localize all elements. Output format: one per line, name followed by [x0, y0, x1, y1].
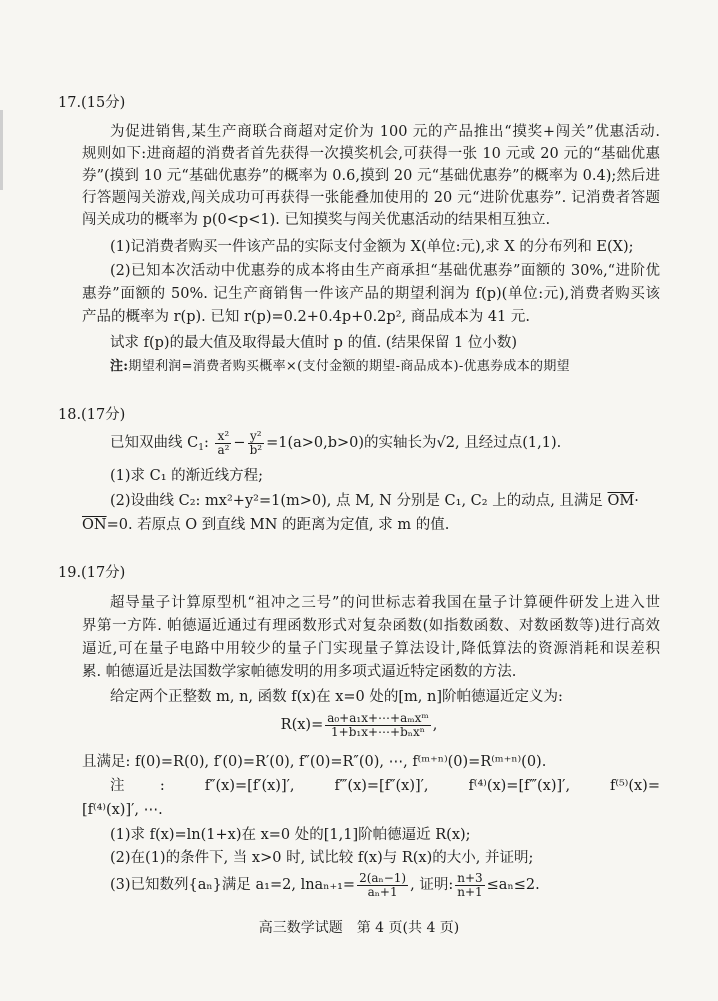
scan-edge-mark: [0, 110, 3, 190]
q19-part3-b: , 证明:: [410, 877, 454, 893]
q18-vector-on: $\overline{ON}$: [82, 517, 107, 533]
q17-line-2: 规则如下:进商超的消费者首先获得一次摸奖机会,可获得一张 10 元或 20 元的“基础优惠: [82, 146, 660, 162]
q17-line-4: 行答题闯关游戏,闯关成功可再获得一张能叠加使用的 20 元“进阶优惠券”. 记消费者答题: [82, 190, 660, 206]
q19-formula-lhs: R(x)=: [280, 717, 324, 733]
q19-part1: (1)求 f(x)=ln(1+x)在 x=0 处的[1,1]阶帕德逼近 R(x);: [110, 827, 471, 843]
q18-part2-a: (2)设曲线 C₂: mx²+y²=1(m>0), 点 M, N 分别是 C₁, C₂ 上的动点, 且满足: [110, 493, 603, 509]
q19-definition: 给定两个正整数 m, n, 函数 f(x)在 x=0 处的[m, n]阶帕德逼近定义为:: [110, 689, 563, 705]
q19-formula-num: a₀+a₁x+⋯+aₘxᵐ: [327, 710, 429, 725]
q17-part2-line-1: (2)已知本次活动中优惠券的成本将由生产商承担“基础优惠券”面额的 30%,“进阶优: [110, 263, 660, 279]
q17-note-text: 期望利润=消费者购买概率×(支付金额的期望-商品成本)-优惠券成本的期望: [128, 359, 570, 374]
q17-ask: 试求 f(p)的最大值及取得最大值时 p 的值. (结果保留 1 位小数): [110, 335, 518, 351]
q18-given-b: :: [203, 435, 209, 451]
q18-given: 已知双曲线 $C_1$: $\frac{\text{x²}}{\text{a²}}$ − $\frac{\text{y²}}{\text{b²}}$ =1(a>0,b>0)的实轴长为√2, 且经过点(1,1).: [110, 428, 562, 457]
q18-frac-x: $\frac{\text{x²}}{\text{a²}}$: [217, 428, 230, 457]
q17-line-1: 为促进销售,某生产商联合商超对定价为 100 元的产品推出“摸奖+闯关”优惠活动.: [110, 124, 660, 140]
q19-line-1: 超导量子计算原型机“祖冲之三号”的问世标志着我国在量子计算硬件研发上进入世: [110, 595, 660, 611]
q17-part2-line-3: 产品的概率为 r(p). 已知 r(p)=0.2+0.4p+0.2p², 商品成本为 41 元.: [82, 309, 530, 325]
q19-part3-frac-2: $\frac{n+3}{n+1}$: [457, 870, 483, 899]
q19-line-2: 界第一方阵. 帕德逼近通过有理函数形式对复杂函数(如指数函数、对数函数等)进行高效: [82, 618, 660, 634]
q18-given-c: =1(a>0,b>0)的实轴长为√2, 且经过点(1,1).: [266, 435, 562, 451]
q19-part3-c: ≤aₙ≤2.: [486, 877, 540, 893]
q18-part2-dot: ·: [634, 493, 639, 509]
q17-note: [110, 357, 660, 377]
q19-note-line-1: 注: f″(x)=[f′(x)]′, f‴(x)=[f″(x)]′, f⁽⁴⁾(x)=[f‴(x)]′, f⁽⁵⁾(x)=: [110, 778, 660, 794]
q18-vector-om: $\overline{OM}$: [607, 493, 635, 509]
q18-header: 18.(17分): [58, 407, 126, 423]
q19-part2: (2)在(1)的条件下, 当 x>0 时, 试比较 f(x)与 R(x)的大小, 并证明;: [110, 850, 534, 866]
q19-part3: [110, 868, 660, 902]
page-footer: 高三数学试题 第 4 页(共 4 页): [258, 920, 460, 936]
q19-line-3: 逼近,可在量子电路中用较少的量子门实现量子算法设计,降低算法的资源消耗和误差积: [82, 641, 660, 657]
q17-line-5: 闯关成功的概率为 p(0<p<1). 已知摸奖与闯关优惠活动的结果相互独立.: [82, 212, 551, 228]
q19-formula: R(x)= $\frac{\text{a₀+a₁x+⋯+aₘxᵐ}}{\text{1+b₁x+⋯+bₙxⁿ}}$ ,: [280, 710, 438, 739]
q17-part1: (1)记消费者购买一件该产品的实际支付金额为 X(单位:元),求 X 的分布列和 E(X);: [110, 239, 634, 255]
q17-line-3: 券”(摸到 10 元“基础优惠券”的概率为 0.6,摸到 20 元“基础优惠券”的概率为 0.4);然后进: [82, 168, 660, 184]
q19-formula-frac: [325, 712, 431, 739]
q17-header: 17.(15分): [58, 95, 126, 111]
q19-line-4: 累. 帕德逼近是法国数学家帕德发明的用多项式逼近特定函数的方法.: [82, 664, 517, 680]
q18-part1: (1)求 C₁ 的渐近线方程;: [110, 468, 264, 484]
q19-satisfy: 且满足: f(0)=R(0), f′(0)=R′(0), f″(0)=R″(0), ⋯, f⁽ᵐ⁺ⁿ⁾(0)=R⁽ᵐ⁺ⁿ⁾(0).: [82, 754, 547, 770]
q18-given-a: 已知双曲线 C: [110, 435, 199, 451]
q18-frac-y: $\frac{\text{y²}}{\text{b²}}$: [249, 428, 263, 457]
q18-sub-1: 1: [198, 443, 204, 453]
q19-part3-a: (3)已知数列{aₙ}满足 a₁=2, lnaₙ₊₁=: [110, 877, 356, 893]
q18-part2-c: =0. 若原点 O 到直线 MN 的距离为定值, 求 m 的值.: [106, 517, 450, 533]
q18-part2-line-2: [82, 515, 660, 535]
q17-part2-line-2: 惠券”面额的 50%. 记生产商销售一件该产品的期望利润为 f(p)(单位:元),消费者购买该: [82, 286, 660, 302]
q17-note-label: 注:: [110, 359, 129, 374]
q19-formula-den: 1+b₁x+⋯+bₙxⁿ: [331, 724, 425, 739]
q19-note-line-2: [f⁽⁴⁾(x)]′, ⋯.: [82, 802, 163, 818]
q19-part3-frac-1: $\frac{\text{2(aₙ−1)}}{\text{aₙ+1}}$: [359, 870, 407, 899]
q18-part2-line-1: [110, 491, 660, 511]
q19-header: 19.(17分): [58, 565, 126, 581]
